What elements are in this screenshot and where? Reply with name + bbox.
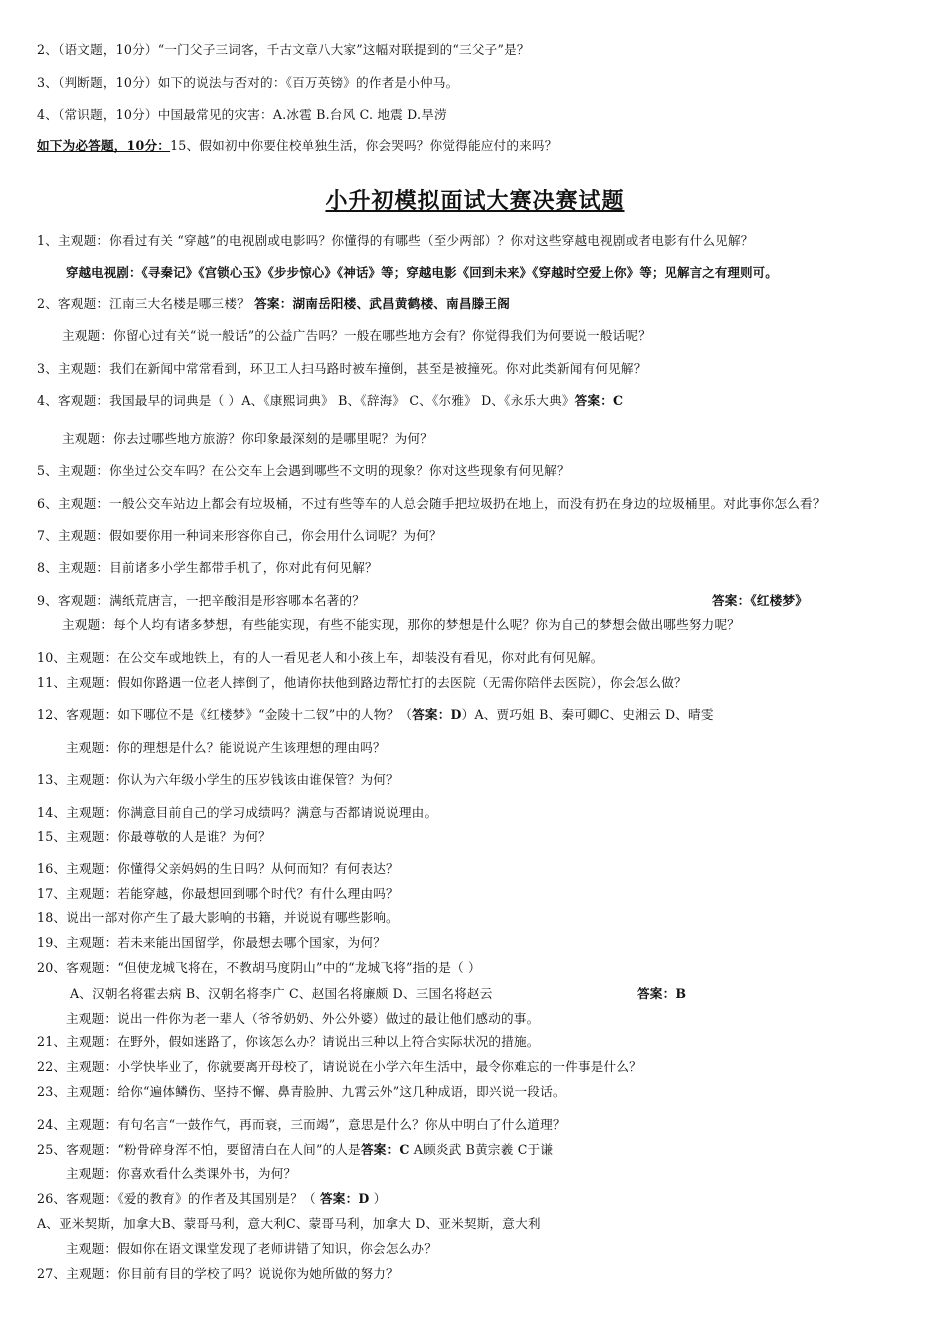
question-text: 26、客观题：《爱的教育》的作者及其国别是？（ xyxy=(37,1191,320,1206)
sub-question-line: 主观题：说出一件你为老一辈人（爷爷奶奶、外公外婆）做过的最让他们感动的事。 xyxy=(66,1011,540,1026)
sub-question-line: 主观题：假如你在语文课堂发现了老师讲错了知识，你会怎么办？ xyxy=(66,1241,438,1256)
sub-question-line: 主观题：你留心过有关“说一般话”的公益广告吗？一般在哪些地方会有？你觉得我们为何要说一般话呢？ xyxy=(62,328,651,343)
question-line: 21、主观题：在野外，假如迷路了，你该怎么办？请说出三种以上符合实际状况的措施。 xyxy=(37,1034,540,1049)
question-line: 2、（语文题，10分）“一门父子三词客，千古文章八大家”这幅对联提到的“三父子”是？ xyxy=(37,42,530,57)
question-line: 7、主观题：假如要你用一种词来形容你自己，你会用什么词呢？为何？ xyxy=(37,528,442,543)
question-options: A顾炎武 B黄宗羲 C于谦 xyxy=(409,1142,554,1157)
question-line: 8、主观题：目前诸多小学生都带手机了，你对此有何见解？ xyxy=(37,560,378,575)
question-line: 11、主观题：假如你路遇一位老人摔倒了，他请你扶他到路边帮忙打的去医院（无需你陪伴去医院），你会怎么做？ xyxy=(37,675,687,690)
required-question-line xyxy=(37,138,558,154)
question-line: 9、客观题：满纸荒唐言，一把辛酸泪是形容哪本名著的？ xyxy=(37,593,366,608)
answer-text: 答案：C xyxy=(574,393,624,408)
question-line: 14、主观题：你满意目前自己的学习成绩吗？满意与否都请说说理由。 xyxy=(37,805,438,820)
question-line xyxy=(37,707,714,723)
question-options: ）A、贾巧姐 B、秦可卿C、史湘云 D、晴雯 xyxy=(461,707,714,722)
question-line: 5、主观题：你坐过公交车吗？在公交车上会遇到哪些不文明的现象？你对这些现象有何见解？ xyxy=(37,463,570,478)
question-text: 12、客观题：如下哪位不是《红楼梦》“金陵十二钗”中的人物？（ xyxy=(37,707,413,722)
sub-question-line: 主观题：你的理想是什么？能说说产生该理想的理由吗？ xyxy=(66,740,386,755)
answer-text: 答案：D xyxy=(412,707,462,722)
sub-question-line: 主观题：你喜欢看什么类课外书，为何？ xyxy=(66,1166,297,1181)
page-title: 小升初模拟面试大赛决赛试题 xyxy=(325,188,625,214)
question-text: 25、客观题：“粉骨碎身浑不怕，要留清白在人间”的人是 xyxy=(37,1142,361,1157)
question-line xyxy=(37,1191,387,1207)
question-options: A、汉朝名将霍去病 B、汉朝名将李广 C、赵国名将廉颇 D、三国名将赵云 xyxy=(70,986,493,1001)
required-question-text: 15、假如初中你要住校单独生活，你会哭吗？你觉得能应付的来吗？ xyxy=(170,138,558,153)
question-line: 10、主观题：在公交车或地铁上，有的人一看见老人和小孩上车，却装没有看见，你对此有何见解。 xyxy=(37,650,604,665)
question-line xyxy=(37,296,510,312)
answer-text: 答案：《红楼梦》 xyxy=(712,593,809,608)
question-line: 19、主观题：若未来能出国留学，你最想去哪个国家，为何？ xyxy=(37,935,387,950)
question-text: ） xyxy=(369,1191,387,1206)
sub-question-line: 主观题：每个人均有诸多梦想，有些能实现，有些不能实现，那你的梦想是什么呢？你为自己的梦想会做出哪些努力呢？ xyxy=(62,617,741,632)
question-line: 27、主观题：你目前有目的学校了吗？说说你为她所做的努力？ xyxy=(37,1266,399,1281)
sub-question-line: 主观题：你去过哪些地方旅游？你印象最深刻的是哪里呢？为何？ xyxy=(62,431,434,446)
question-line xyxy=(37,1142,553,1158)
question-line xyxy=(37,393,623,409)
question-line: 4、（常识题，10分）中国最常见的灾害：A.冰雹 B.台风 C. 地震 D.旱涝 xyxy=(37,107,447,122)
question-text: 4、客观题：我国最早的词典是（ ）A、《康熙词典》 B、《辞海》 C、《尔雅》 D、《永乐大典》 xyxy=(37,393,575,408)
question-line: 18、说出一部对你产生了最大影响的书籍，并说说有哪些影响。 xyxy=(37,910,399,925)
question-text: 2、客观题：江南三大名楼是哪三楼？ xyxy=(37,296,255,311)
question-line: 22、主观题：小学快毕业了，你就要离开母校了，请说说在小学六年生活中，最令你难忘的一件事是什么？ xyxy=(37,1059,642,1074)
answer-text: 答案：B xyxy=(637,986,687,1001)
question-line: 17、主观题：若能穿越，你最想回到哪个时代？有什么理由吗？ xyxy=(37,886,399,901)
question-line: 20、客观题：“但使龙城飞将在，不教胡马度阴山”中的“龙城飞将”指的是（ ） xyxy=(37,960,481,975)
question-line: 13、主观题：你认为六年级小学生的压岁钱该由谁保管？为何？ xyxy=(37,772,399,787)
question-line: 6、主观题：一般公交车站边上都会有垃圾桶，不过有些等车的人总会随手把垃圾扔在地上，而没有扔在身边的垃圾桶里。对此事你怎么看？ xyxy=(37,496,826,511)
question-line: 3、主观题：我们在新闻中常常看到，环卫工人扫马路时被车撞倒，甚至是被撞死。你对此类新闻有何见解？ xyxy=(37,361,647,376)
question-line: 3、（判断题，10分）如下的说法与否对的：《百万英镑》的作者是小仲马。 xyxy=(37,75,459,90)
answer-line: 穿越电视剧：《寻秦记》《宫锁心玉》《步步惊心》《神话》等；穿越电影《回到未来》《穿越时空爱上你》等；见解言之有理则可。 xyxy=(66,265,778,280)
required-label: 如下为必答题，10分： xyxy=(37,138,171,153)
question-options: A、亚米契斯，加拿大B、蒙哥马利，意大利C、蒙哥马利，加拿大 D、亚米契斯，意大利 xyxy=(37,1216,541,1231)
question-line: 16、主观题：你懂得父亲妈妈的生日吗？从何而知？有何表达？ xyxy=(37,861,399,876)
answer-text: 答案：D xyxy=(320,1191,370,1206)
question-line: 15、主观题：你最尊敬的人是谁？为何？ xyxy=(37,829,271,844)
question-line: 24、主观题：有句名言“一鼓作气，再而衰，三而竭”，意思是什么？你从中明白了什么道理？ xyxy=(37,1117,566,1132)
question-line: 1、主观题：你看过有关 “穿越”的电视剧或电影吗？你懂得的有哪些（至少两部）？你对这些穿越电视剧或者电影有什么见解？ xyxy=(37,233,754,248)
question-line: 23、主观题：给你“遍体鳞伤、坚持不懈、鼻青脸肿、九霄云外”这几种成语，即兴说一段话。 xyxy=(37,1084,566,1099)
answer-text: 答案：C xyxy=(360,1142,410,1157)
answer-text: 答案：湖南岳阳楼、武昌黄鹤楼、南昌滕王阁 xyxy=(254,296,510,311)
